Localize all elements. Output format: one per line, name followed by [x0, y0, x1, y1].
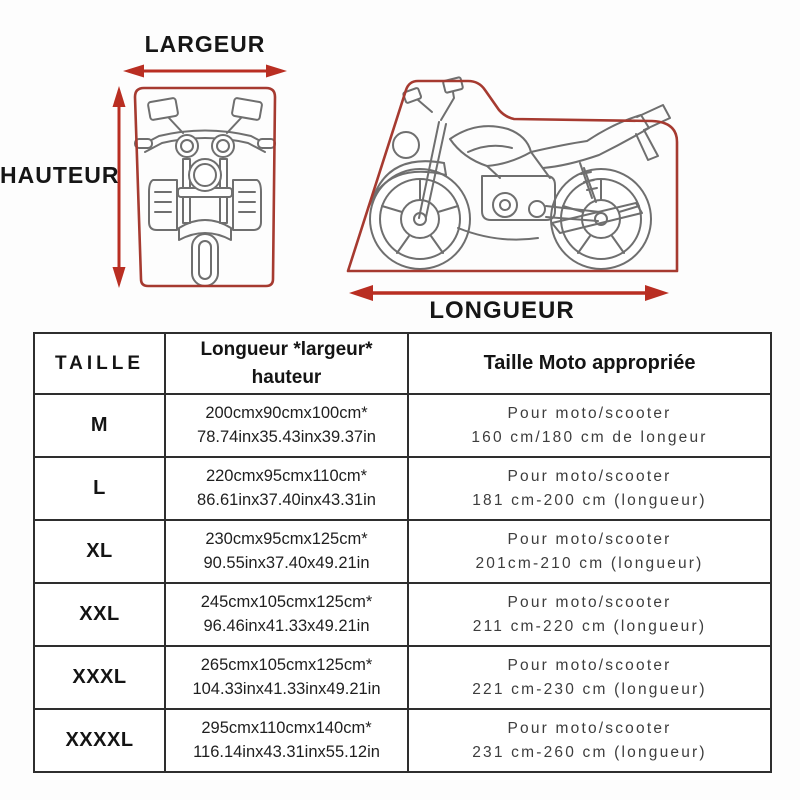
fit-cell — [408, 394, 771, 457]
fit-cell — [408, 709, 771, 772]
dim-in: 116.14inx43.31inx55.12in — [193, 742, 380, 761]
dim-cm: 220cmx95cmx110cm* — [205, 467, 368, 486]
header-fit: Taille Moto appropriée — [408, 333, 771, 394]
size-cell: XXL — [34, 583, 165, 646]
header-dimensions — [165, 333, 408, 394]
motorcycle-side-view-illustration — [340, 60, 685, 278]
size-cell: XL — [34, 520, 165, 583]
dimensions-cell — [165, 583, 408, 646]
header-dimensions-line2: hauteur — [251, 366, 322, 388]
fit-line2: 201cm-210 cm (longueur) — [475, 554, 704, 572]
fit-line1: Pour moto/scooter — [507, 594, 672, 612]
table-row-xxxl — [34, 646, 771, 709]
table-row-m — [34, 394, 771, 457]
fit-line1: Pour moto/scooter — [507, 531, 672, 549]
fit-line2: 231 cm-260 cm (longueur) — [472, 743, 707, 761]
motorcycle-side-line-art — [368, 77, 670, 269]
largeur-arrow-icon — [121, 62, 289, 80]
dim-in: 78.74inx35.43inx39.37in — [197, 427, 376, 446]
fit-cell — [408, 583, 771, 646]
header-taille: TAILLE — [34, 333, 165, 394]
table-row-l — [34, 457, 771, 520]
longueur-label: LONGUEUR — [429, 297, 575, 324]
table-row-xxxxl — [34, 709, 771, 772]
dim-in: 96.46inx41.33x49.21in — [203, 616, 370, 635]
fit-line1: Pour moto/scooter — [507, 657, 672, 675]
dim-in: 104.33inx41.33inx49.21in — [192, 679, 381, 698]
table-header-row — [34, 333, 771, 394]
motorcycle-front-view-illustration — [125, 80, 285, 294]
largeur-label: LARGEUR — [144, 31, 266, 57]
dim-cm: 245cmx105cmx125cm* — [200, 593, 373, 612]
dim-in: 90.55inx37.40x49.21in — [203, 553, 370, 572]
dim-cm: 265cmx105cmx125cm* — [200, 656, 373, 675]
fit-line2: 221 cm-230 cm (longueur) — [472, 680, 707, 698]
dimensions-cell — [165, 646, 408, 709]
size-cell: XXXXL — [34, 709, 165, 772]
size-cell: M — [34, 394, 165, 457]
fit-line2: 160 cm/180 cm de longeur — [471, 428, 708, 446]
fit-line2: 211 cm-220 cm (longueur) — [472, 617, 707, 635]
dim-cm: 295cmx110cmx140cm* — [201, 719, 372, 738]
fit-cell — [408, 646, 771, 709]
header-dimensions-line1: Longueur *largeur* — [200, 338, 373, 360]
fit-line1: Pour moto/scooter — [507, 468, 672, 486]
table-row-xl — [34, 520, 771, 583]
size-cell: XXXL — [34, 646, 165, 709]
fit-cell — [408, 457, 771, 520]
fit-cell — [408, 520, 771, 583]
fit-line1: Pour moto/scooter — [507, 720, 672, 738]
dimensions-cell — [165, 394, 408, 457]
size-table — [33, 332, 772, 773]
size-cell: L — [34, 457, 165, 520]
fit-line1: Pour moto/scooter — [507, 405, 672, 423]
dimensions-cell — [165, 520, 408, 583]
dim-cm: 200cmx90cmx100cm* — [205, 404, 368, 423]
dimensions-cell — [165, 457, 408, 520]
hauteur-label: HAUTEUR — [0, 162, 120, 188]
motorcycle-front-line-art — [135, 98, 275, 286]
fit-line2: 181 cm-200 cm (longueur) — [472, 491, 707, 509]
dim-cm: 230cmx95cmx125cm* — [205, 530, 368, 549]
dim-in: 86.61inx37.40inx43.31in — [197, 490, 376, 509]
dimensions-cell — [165, 709, 408, 772]
table-row-xxl — [34, 583, 771, 646]
